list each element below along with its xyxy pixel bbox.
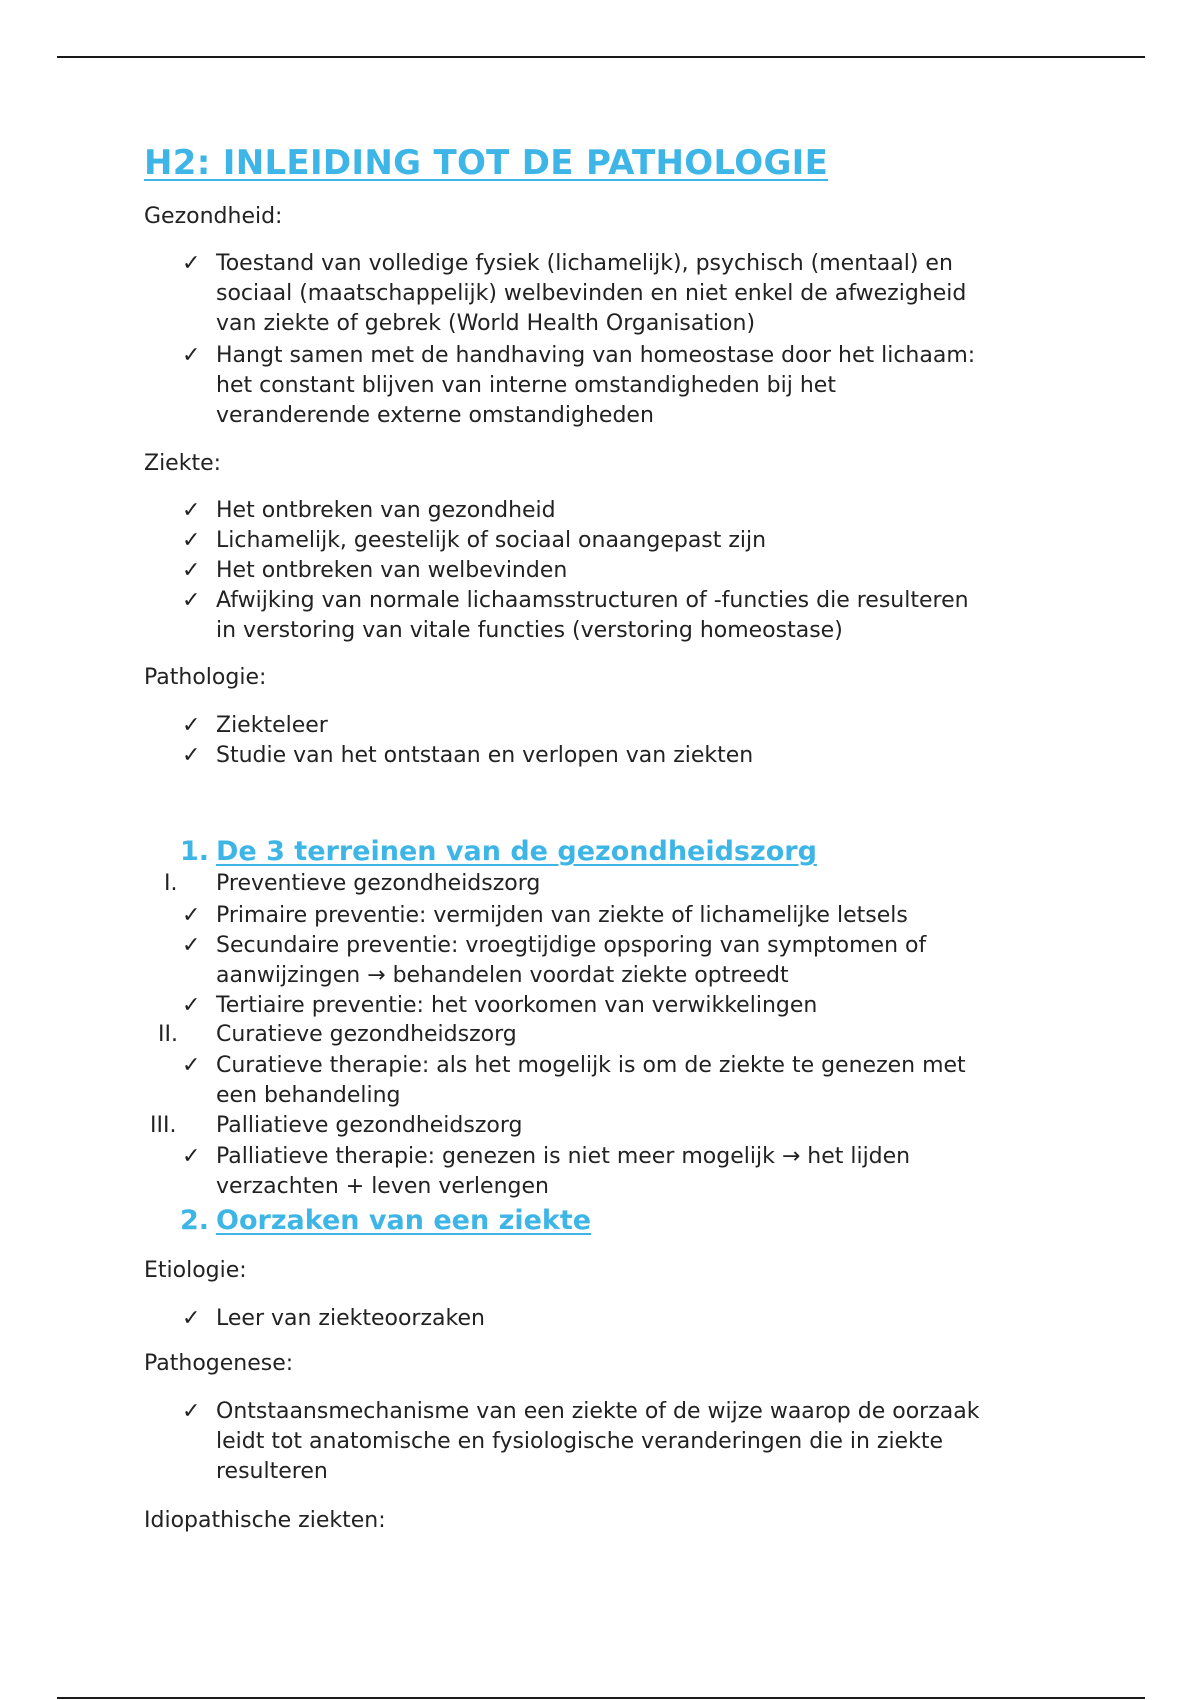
- list-item: ✓ Afwijking van normale lichaamsstructuren of -functies die resulteren in verstoring van vitale functies (verstoring homeostase): [182, 588, 969, 643]
- list-item: ✓ Toestand van volledige fysiek (lichamelijk), psychisch (mentaal) en sociaal (maatschappelijk) welbevinden en niet enkel de afwezigheid van ziekte of gebrek (World Health Organisation): [182, 251, 967, 336]
- roman-numeral: III.: [150, 1113, 177, 1138]
- check-icon: ✓: [182, 743, 201, 768]
- list-item: ✓ Ziekteleer: [182, 711, 328, 741]
- list-item: ✓ Palliatieve therapie: genezen is niet meer mogelijk → het lijden verzachten + leven verlengen: [182, 1144, 911, 1199]
- list-item: ✓ Het ontbreken van gezondheid: [182, 496, 556, 526]
- list-item: ✓ Curatieve therapie: als het mogelijk is om de ziekte te genezen met een behandeling: [182, 1053, 966, 1108]
- list-item: ✓ Ontstaansmechanisme van een ziekte of de wijze waarop de oorzaak leidt tot anatomische en fysiologische veranderingen die in ziekte resulteren: [182, 1399, 980, 1484]
- check-icon: ✓: [182, 993, 201, 1018]
- check-icon: ✓: [182, 528, 201, 553]
- footer-rule: [57, 1697, 1145, 1699]
- check-icon: ✓: [182, 903, 201, 928]
- label-pathogenese: Pathogenese:: [144, 1351, 294, 1376]
- list-item: ✓ Studie van het ontstaan en verlopen van ziekten: [182, 741, 753, 771]
- group-label: Preventieve gezondheidszorg: [216, 871, 541, 896]
- list-item: ✓ Tertiaire preventie: het voorkomen van verwikkelingen: [182, 991, 817, 1021]
- label-ziekte: Ziekte:: [144, 451, 222, 476]
- check-icon: ✓: [182, 1306, 201, 1331]
- check-icon: ✓: [182, 713, 201, 738]
- label-pathologie: Pathologie:: [144, 665, 267, 690]
- group-label: Curatieve gezondheidszorg: [216, 1022, 517, 1047]
- list-item: ✓ Lichamelijk, geestelijk of sociaal onaangepast zijn: [182, 526, 766, 556]
- section-heading-2: 2. Oorzaken van een ziekte: [180, 1205, 592, 1236]
- check-icon: ✓: [182, 1053, 201, 1078]
- header-rule: [57, 56, 1145, 58]
- check-icon: ✓: [182, 343, 201, 368]
- label-idiopathisch: Idiopathische ziekten:: [144, 1508, 386, 1533]
- group-label: Palliatieve gezondheidszorg: [216, 1113, 523, 1138]
- page-title: H2: INLEIDING TOT DE PATHOLOGIE: [144, 143, 829, 183]
- list-item: ✓ Het ontbreken van welbevinden: [182, 556, 567, 586]
- check-icon: ✓: [182, 1144, 201, 1169]
- section-heading-1: 1. De 3 terreinen van de gezondheidszorg: [180, 836, 817, 867]
- check-icon: ✓: [182, 933, 201, 958]
- check-icon: ✓: [182, 498, 201, 523]
- list-item: ✓ Hangt samen met de handhaving van homeostase door het lichaam: het constant blijven van interne omstandigheden bij het veranderende externe omstandigheden: [182, 343, 976, 428]
- check-icon: ✓: [182, 1399, 201, 1424]
- list-item: ✓ Secundaire preventie: vroegtijdige opsporing van symptomen of aanwijzingen → behandelen voordat ziekte optreedt: [182, 933, 927, 988]
- list-item: ✓ Leer van ziekteoorzaken: [182, 1304, 485, 1334]
- roman-numeral: I.: [164, 871, 178, 896]
- check-icon: ✓: [182, 558, 201, 583]
- check-icon: ✓: [182, 588, 201, 613]
- roman-numeral: II.: [158, 1022, 178, 1047]
- label-etiologie: Etiologie:: [144, 1258, 247, 1283]
- list-item: ✓ Primaire preventie: vermijden van ziekte of lichamelijke letsels: [182, 901, 908, 931]
- label-gezondheid: Gezondheid:: [144, 204, 283, 229]
- check-icon: ✓: [182, 251, 201, 276]
